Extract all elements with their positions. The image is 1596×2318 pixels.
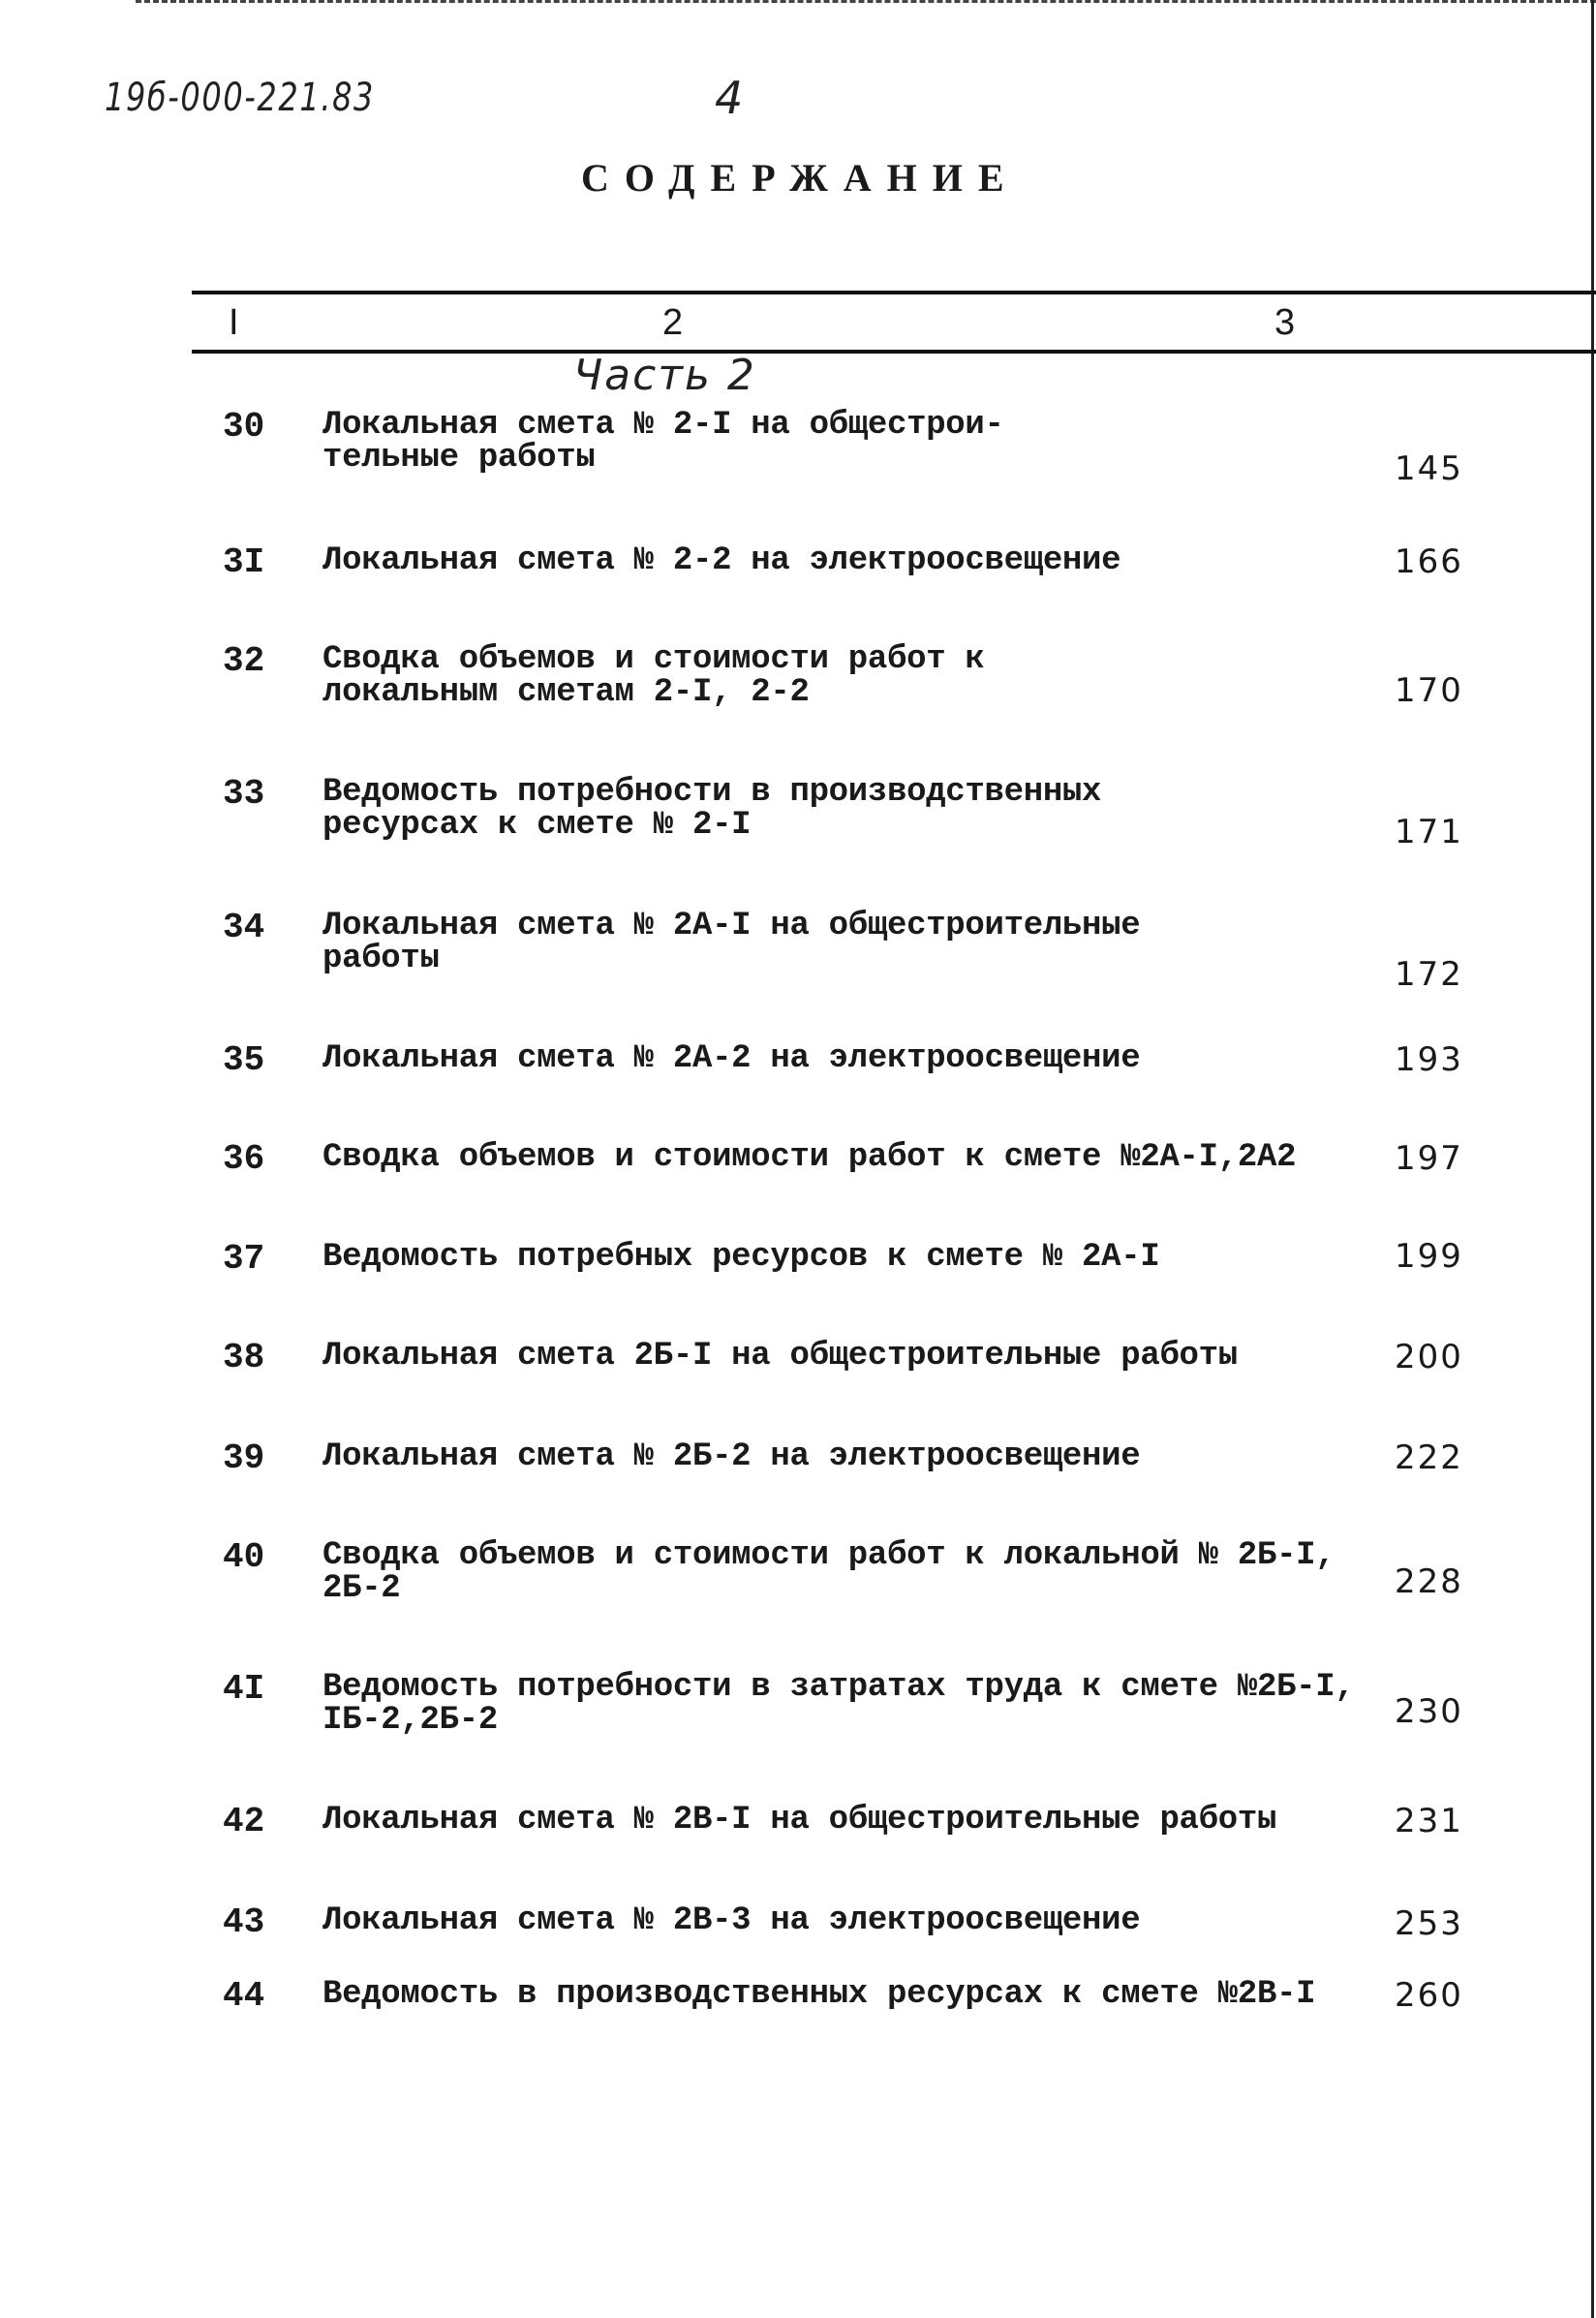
entry-page: 145 [1395, 449, 1463, 488]
entry-title-line: тельные работы [322, 440, 596, 477]
entry-title-line: Локальная смета 2Б-I на общестроительные работы [322, 1338, 1238, 1375]
entry-title [322, 776, 1101, 842]
entry-page: 222 [1395, 1438, 1463, 1477]
entry-title [322, 1539, 1335, 1605]
entry-title-line: Локальная смета № 2-I на общестрои- [322, 407, 1004, 444]
entry-title [322, 1340, 1238, 1373]
table-top-rule [192, 291, 1596, 294]
entry-page: 193 [1395, 1040, 1463, 1079]
entry-title [322, 1440, 1140, 1473]
entry-title-line: Локальная смета № 2Б-2 на электроосвещение [322, 1438, 1141, 1475]
entry-title-line: Сводка объемов и стоимости работ к локальной № 2Б-I, [322, 1537, 1335, 1574]
entry-title-line: Ведомость потребности в производственных [322, 774, 1102, 811]
entry-page: 170 [1395, 671, 1463, 710]
entry-title-line: Локальная смета № 2-2 на электроосвещение [322, 542, 1121, 579]
entry-title-line: работы [322, 941, 440, 977]
entry-title-line: локальным сметам 2-I, 2-2 [322, 674, 810, 711]
scan-right-edge [1591, 0, 1594, 2318]
scan-top-edge [136, 0, 1596, 6]
entry-number: 34 [223, 908, 265, 947]
entry-number: 30 [223, 407, 265, 447]
entry-number: 32 [223, 641, 265, 681]
document-number: 19б-000-221.83 [105, 76, 375, 120]
entry-number: 44 [223, 1976, 265, 2016]
column-header-page: 3 [1274, 302, 1296, 343]
entry-number: 36 [223, 1139, 265, 1179]
entry-title-line: Сводка объемов и стоимости работ к смете №2А-I,2А2 [322, 1139, 1297, 1176]
page-title: СОДЕРЖАНИЕ [581, 156, 1020, 200]
entry-page: 230 [1395, 1692, 1463, 1731]
entry-number: 39 [223, 1438, 265, 1478]
entry-number: 33 [223, 774, 265, 814]
section-heading: Часть 2 [573, 351, 756, 400]
entry-title-line: Локальная смета № 2А-I на общестроительные [322, 908, 1141, 944]
entry-page: 253 [1395, 1904, 1463, 1943]
entry-page: 171 [1395, 813, 1463, 851]
entry-title [322, 1904, 1140, 1937]
entry-page: 231 [1395, 1802, 1463, 1840]
entry-title-line: Ведомость в производственных ресурсах к смете №2В-I [322, 1976, 1316, 2013]
column-header-number: I [229, 302, 239, 343]
entry-page: 199 [1395, 1237, 1463, 1276]
table-header-rule [192, 350, 1596, 354]
entry-title-line: Ведомость потребности в затратах труда к смете №2Б-I, [322, 1669, 1355, 1706]
entry-title [322, 1042, 1140, 1075]
entry-page: 172 [1395, 955, 1463, 994]
entry-number: 38 [223, 1338, 265, 1377]
entry-title [322, 1978, 1315, 2011]
entry-title [322, 409, 1004, 475]
entry-title [322, 1804, 1276, 1837]
entry-title [322, 643, 985, 709]
entry-number: 35 [223, 1040, 265, 1080]
entry-number: 40 [223, 1537, 265, 1577]
entry-title [322, 1671, 1354, 1737]
entry-title-line: 2Б-2 [322, 1570, 401, 1607]
entry-title [322, 910, 1140, 975]
entry-number: 42 [223, 1802, 265, 1841]
entry-title [322, 544, 1120, 577]
entry-number: 43 [223, 1902, 265, 1942]
entry-page: 228 [1395, 1562, 1463, 1601]
entry-title-line: Локальная смета № 2В-I на общестроительные работы [322, 1802, 1277, 1839]
entry-page: 166 [1395, 542, 1463, 581]
entry-page: 197 [1395, 1139, 1463, 1178]
entry-page: 260 [1395, 1976, 1463, 2015]
entry-title-line: Локальная смета № 2В-3 на электроосвещение [322, 1902, 1141, 1939]
entry-page: 200 [1395, 1338, 1463, 1376]
entry-title-line: Локальная смета № 2А-2 на электроосвещение [322, 1040, 1141, 1077]
entry-number: 3I [223, 542, 265, 582]
entry-title-line: Ведомость потребных ресурсов к смете № 2А-I [322, 1239, 1160, 1276]
entry-title-line: Сводка объемов и стоимости работ к [322, 641, 985, 678]
entry-title-line: IБ-2,2Б-2 [322, 1702, 498, 1739]
entry-title [322, 1141, 1296, 1174]
entry-title [322, 1241, 1159, 1274]
column-header-title: 2 [662, 302, 684, 343]
entry-title-line: ресурсах к смете № 2-I [322, 807, 752, 844]
page-number: 4 [715, 72, 744, 124]
entry-number: 37 [223, 1239, 265, 1279]
entry-number: 4I [223, 1669, 265, 1709]
